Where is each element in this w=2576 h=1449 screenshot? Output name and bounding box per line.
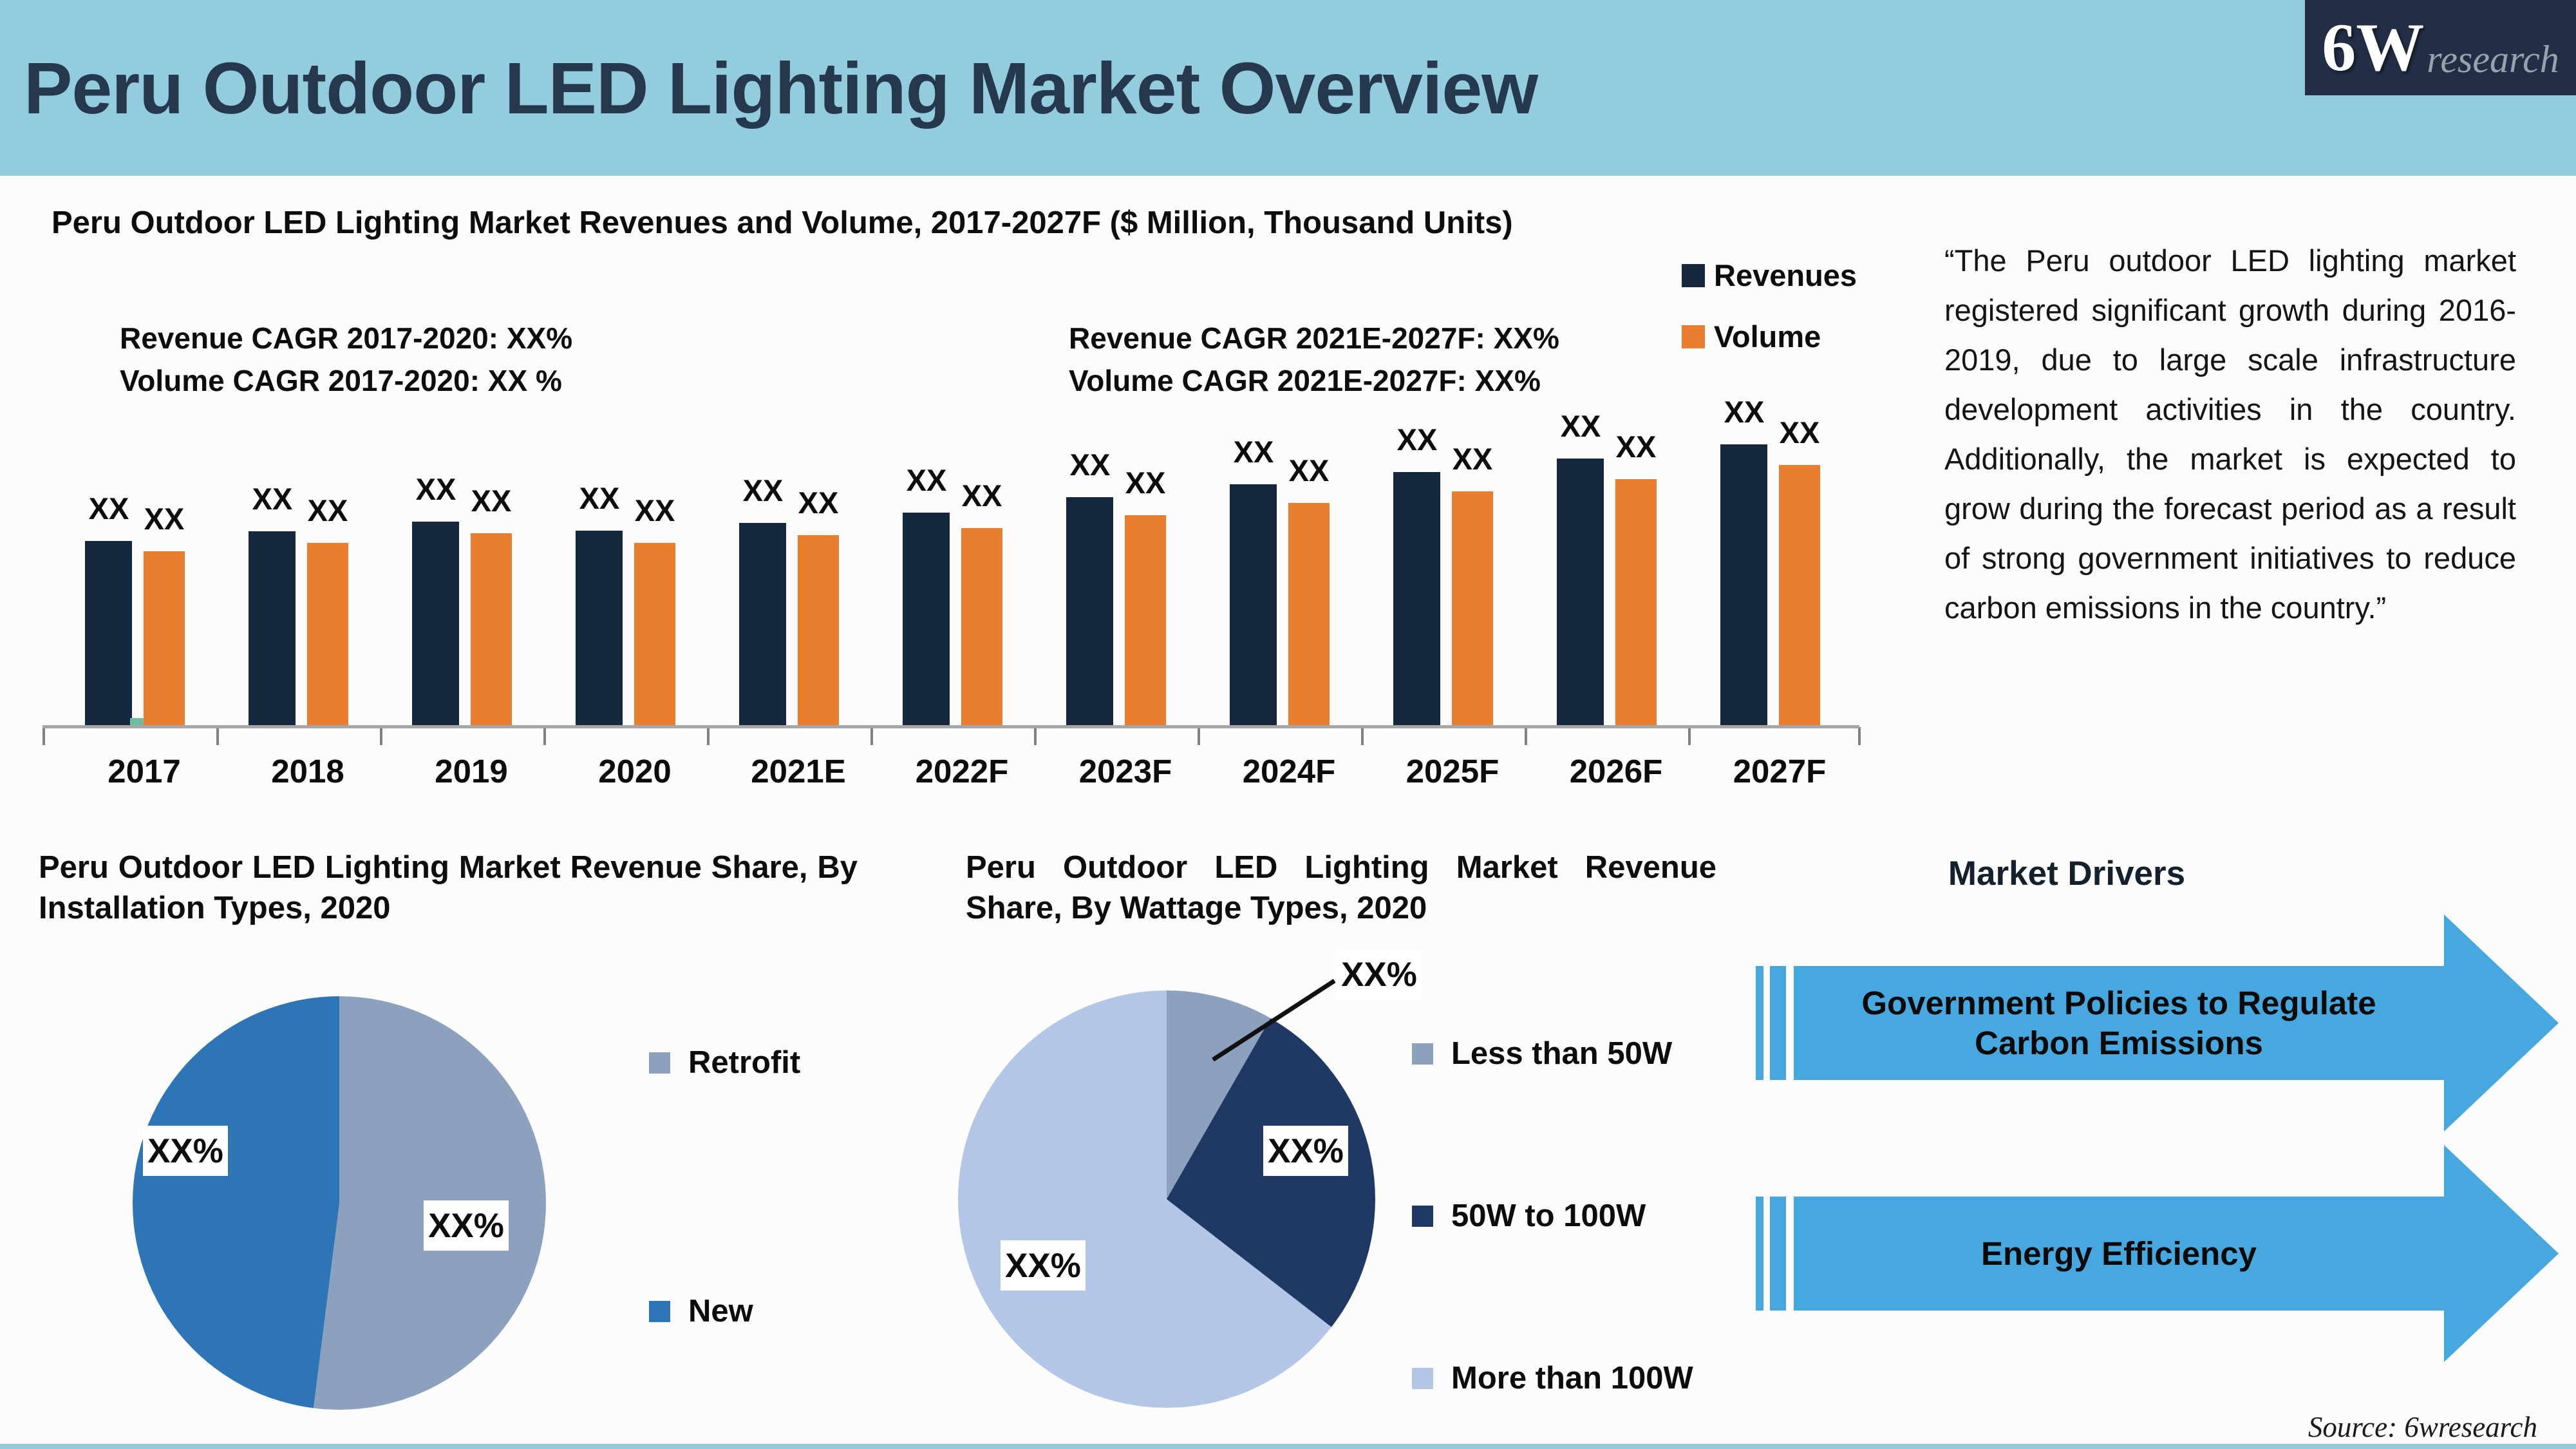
driver-arrow-head — [2444, 1145, 2559, 1362]
volume-data-label: XX — [1615, 430, 1657, 464]
x-axis-tick — [1688, 727, 1691, 745]
x-axis-tick — [216, 727, 219, 745]
revenues-data-label: XX — [1069, 448, 1111, 482]
x-axis-category-label: 2021E — [751, 753, 846, 790]
pie-installation-new-label: XX% — [143, 1126, 228, 1176]
cagr-revenue-historic: Revenue CAGR 2017-2020: XX% — [120, 321, 573, 355]
x-axis-tick — [543, 727, 546, 745]
page-title: Peru Outdoor LED Lighting Market Overview — [24, 47, 1538, 129]
volume-data-label: XX — [1125, 466, 1166, 500]
x-axis-category-label: 2019 — [435, 753, 508, 790]
x-axis-category-label: 2025F — [1406, 753, 1500, 790]
x-axis-category-label: 2018 — [271, 753, 344, 790]
cagr-volume-forecast: Volume CAGR 2021E-2027F: XX% — [1069, 364, 1541, 397]
driver-arrow-head — [2444, 914, 2559, 1132]
legend-label: 50W to 100W — [1451, 1198, 1646, 1233]
volume-data-label: XX — [634, 493, 675, 527]
pie-installation-title: Peru Outdoor LED Lighting Market Revenue Share, By Installation Types, 2020 — [39, 850, 858, 925]
x-axis-tick — [1361, 727, 1364, 745]
bar-chart-title: Peru Outdoor LED Lighting Market Revenues and Volume, 2017-2027F ($ Million, Thousand Units) — [52, 205, 1513, 240]
revenues-data-label: XX — [579, 481, 620, 515]
revenues-data-label: XX — [1233, 435, 1274, 469]
volume-data-label: XX — [1288, 453, 1330, 488]
legend-label: Volume — [1714, 319, 1821, 354]
volume-data-label: XX — [961, 478, 1002, 513]
volume-data-label: XX — [144, 502, 185, 536]
x-axis-category-label: 2020 — [598, 753, 672, 790]
market-drivers-heading: Market Drivers — [1948, 855, 2186, 893]
pie-wattage-more100-label: XX% — [1001, 1240, 1086, 1291]
x-axis-tick — [1858, 727, 1861, 745]
source-note: Source: 6wresearch — [2308, 1411, 2537, 1443]
logo-research-text: research — [2427, 38, 2559, 80]
driver-arrow-label: Energy Efficiency — [1981, 1235, 2257, 1272]
x-axis-category-label: 2026F — [1569, 753, 1663, 790]
driver-arrow-stripe — [1756, 1197, 1763, 1311]
legend-label: Revenues — [1714, 258, 1857, 292]
driver-arrow-stripe — [1770, 966, 1786, 1080]
revenues-data-label: XX — [1396, 422, 1438, 457]
driver-arrow-body — [1794, 1197, 2444, 1311]
pie-wattage-title: Peru Outdoor LED Lighting Market Revenue Share, By Wattage Types, 2020 — [966, 850, 1716, 925]
cagr-volume-historic: Volume CAGR 2017-2020: XX % — [120, 364, 562, 397]
x-axis-tick — [870, 727, 873, 745]
revenues-data-label: XX — [88, 491, 129, 526]
revenues-data-label: XX — [252, 482, 293, 516]
volume-data-label: XX — [798, 486, 839, 520]
analyst-quote: “The Peru outdoor LED lighting market registered significant growth during 2016-2019, due to large scale infrastructure development activities in the country. Additionally, the market is expected to grow during the forecast period as a result of strong government initiatives to reduce carbon emissions in the country.” — [1944, 243, 2516, 625]
driver-arrow-body — [1794, 966, 2444, 1080]
volume-data-label: XX — [1779, 415, 1820, 450]
legend-label: Less than 50W — [1451, 1036, 1673, 1071]
driver-arrow-label: Government Policies to Regulate Carbon Emissions — [1861, 985, 2376, 1061]
x-axis-tick — [1525, 727, 1527, 745]
legend-label: More than 100W — [1451, 1361, 1693, 1396]
x-axis-category-label: 2017 — [108, 753, 181, 790]
x-axis-line — [42, 725, 1859, 728]
x-axis-tick — [707, 727, 710, 745]
x-axis-tick — [380, 727, 382, 745]
revenues-data-label: XX — [742, 473, 784, 507]
revenues-data-label: XX — [906, 463, 947, 497]
legend-label: Retrofit — [688, 1045, 801, 1080]
logo-6w-text: 6W — [2322, 10, 2425, 85]
x-axis-category-label: 2022F — [915, 753, 1009, 790]
pie-wattage-less50-label: XX% — [1337, 949, 1422, 999]
x-axis-category-label: 2024F — [1242, 753, 1336, 790]
volume-data-label: XX — [471, 484, 512, 518]
cagr-revenue-forecast: Revenue CAGR 2021E-2027F: XX% — [1069, 321, 1559, 355]
volume-data-label: XX — [1452, 442, 1493, 476]
pie-installation-retrofit-label: XX% — [424, 1200, 509, 1251]
footer-strip — [0, 1444, 2576, 1449]
revenues-data-label: XX — [1724, 395, 1765, 429]
x-axis-tick — [42, 727, 45, 745]
x-axis-tick — [1198, 727, 1200, 745]
revenues-data-label: XX — [1560, 409, 1601, 443]
x-axis-category-label: 2027F — [1733, 753, 1827, 790]
x-axis-tick — [1034, 727, 1037, 745]
revenues-data-label: XX — [415, 472, 456, 506]
legend-label: New — [688, 1294, 753, 1329]
driver-arrow-stripe — [1770, 1197, 1786, 1311]
pie-wattage-50to100-label: XX% — [1263, 1126, 1348, 1176]
volume-data-label: XX — [307, 493, 348, 527]
driver-arrow-stripe — [1756, 966, 1763, 1080]
x-axis-category-label: 2023F — [1078, 753, 1172, 790]
